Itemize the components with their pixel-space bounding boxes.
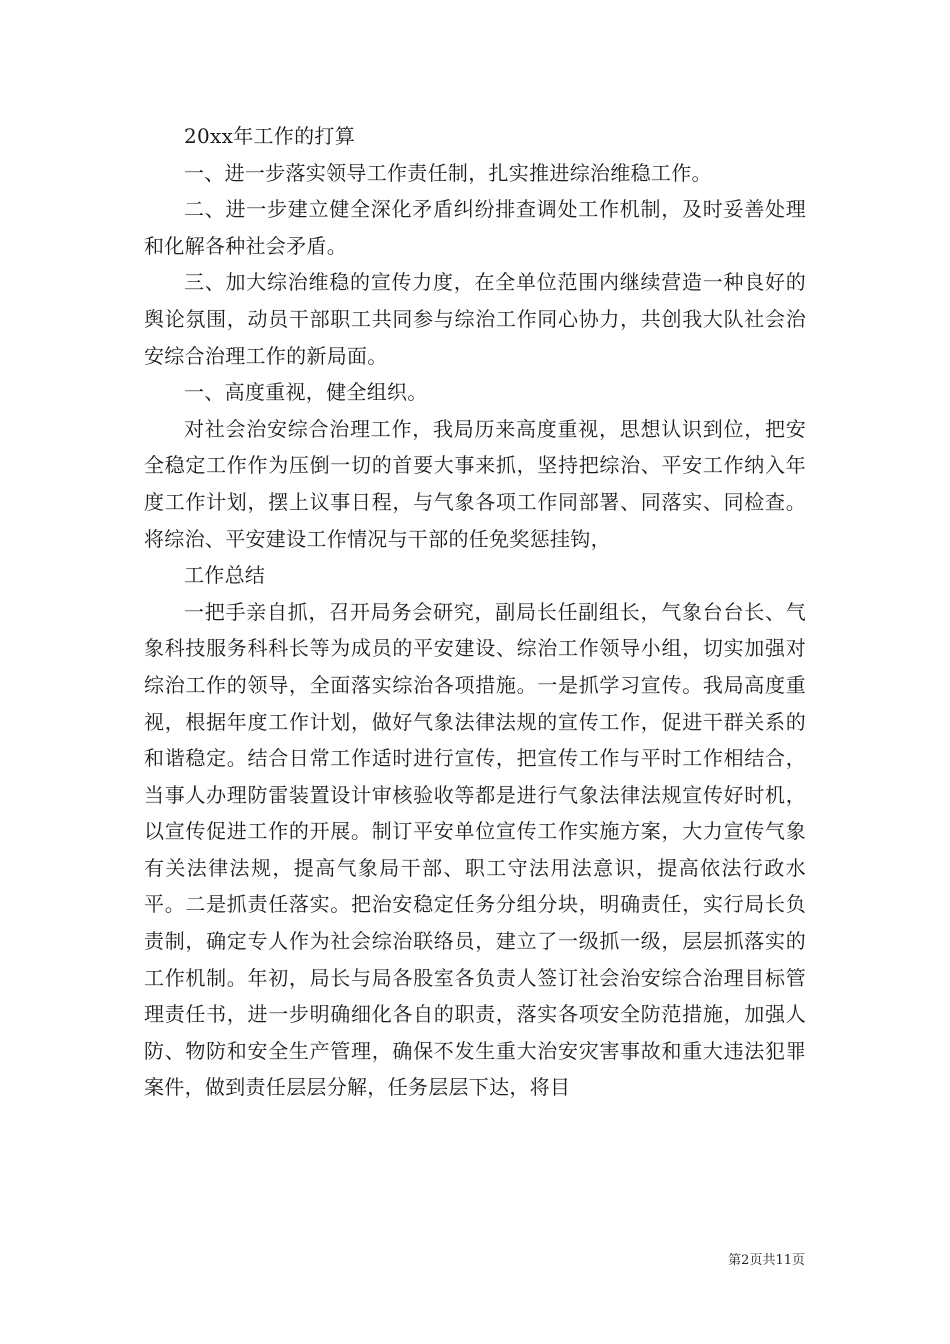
- section-heading-organization: 一、高度重视，健全组织。: [184, 380, 428, 405]
- plan-item-3: 三、加大综治维稳的宣传力度，在全单位范围内继续营造一种良好的舆论氛围，动员干部职工共同参与综治工作同心协力，共创我大队社会治安综合治理工作的新局面。: [144, 270, 806, 368]
- work-summary-paragraph: 一把手亲自抓，召开局务会研究，副局长任副组长，气象台台长、气象科技服务科科长等为成员的平安建设、综治工作领导小组，切实加强对综治工作的领导，全面落实综治各项措施。一是抓学习宣传。我局高度重视，根据年度工作计划，做好气象法律法规的宣传工作，促进干群关系的和谐稳定。结合日常工作适时进行宣传，把宣传工作与平时工作相结合，当事人办理防雷装置设计审核验收等都是进行气象法律法规宣传好时机，以宣传促进工作的开展。制订平安单位宣传工作实施方案，大力宣传气象有关法律法规，提高气象局干部、职工守法用法意识，提高依法行政水平。二是抓责任落实。把治安稳定任务分组分块，明确责任，实行局长负责制，确定专人作为社会综治联络员，建立了一级抓一级，层层抓落实的工作机制。年初，局长与局各股室各负责人签订社会治安综合治理目标管理责任书，进一步明确细化各自的职责，落实各项安全防范措施，加强人防、物防和安全生产管理，确保不发生重大治安灾害事故和重大违法犯罪案件，做到责任层层分解，任务层层下达，将目: [144, 599, 806, 1100]
- plan-item-2: 二、进一步建立健全深化矛盾纠纷排查调处工作机制，及时妥善处理和化解各种社会矛盾。: [144, 197, 806, 258]
- plan-heading: 20xx年工作的打算: [184, 124, 356, 148]
- page-number: 第2页共11页: [728, 1253, 805, 1268]
- plan-item-1: 一、进一步落实领导工作责任制，扎实推进综治维稳工作。: [184, 160, 712, 185]
- document-body: [144, 118, 806, 1106]
- organization-paragraph: 对社会治安综合治理工作，我局历来高度重视，思想认识到位，把安全稳定工作作为压倒一切的首要大事来抓，坚持把综治、平安工作纳入年度工作计划，摆上议事日程，与气象各项工作同部署、同落实、同检查。将综治、平安建设工作情况与干部的任免奖惩挂钩，: [144, 416, 806, 551]
- work-summary-heading: 工作总结: [184, 563, 266, 588]
